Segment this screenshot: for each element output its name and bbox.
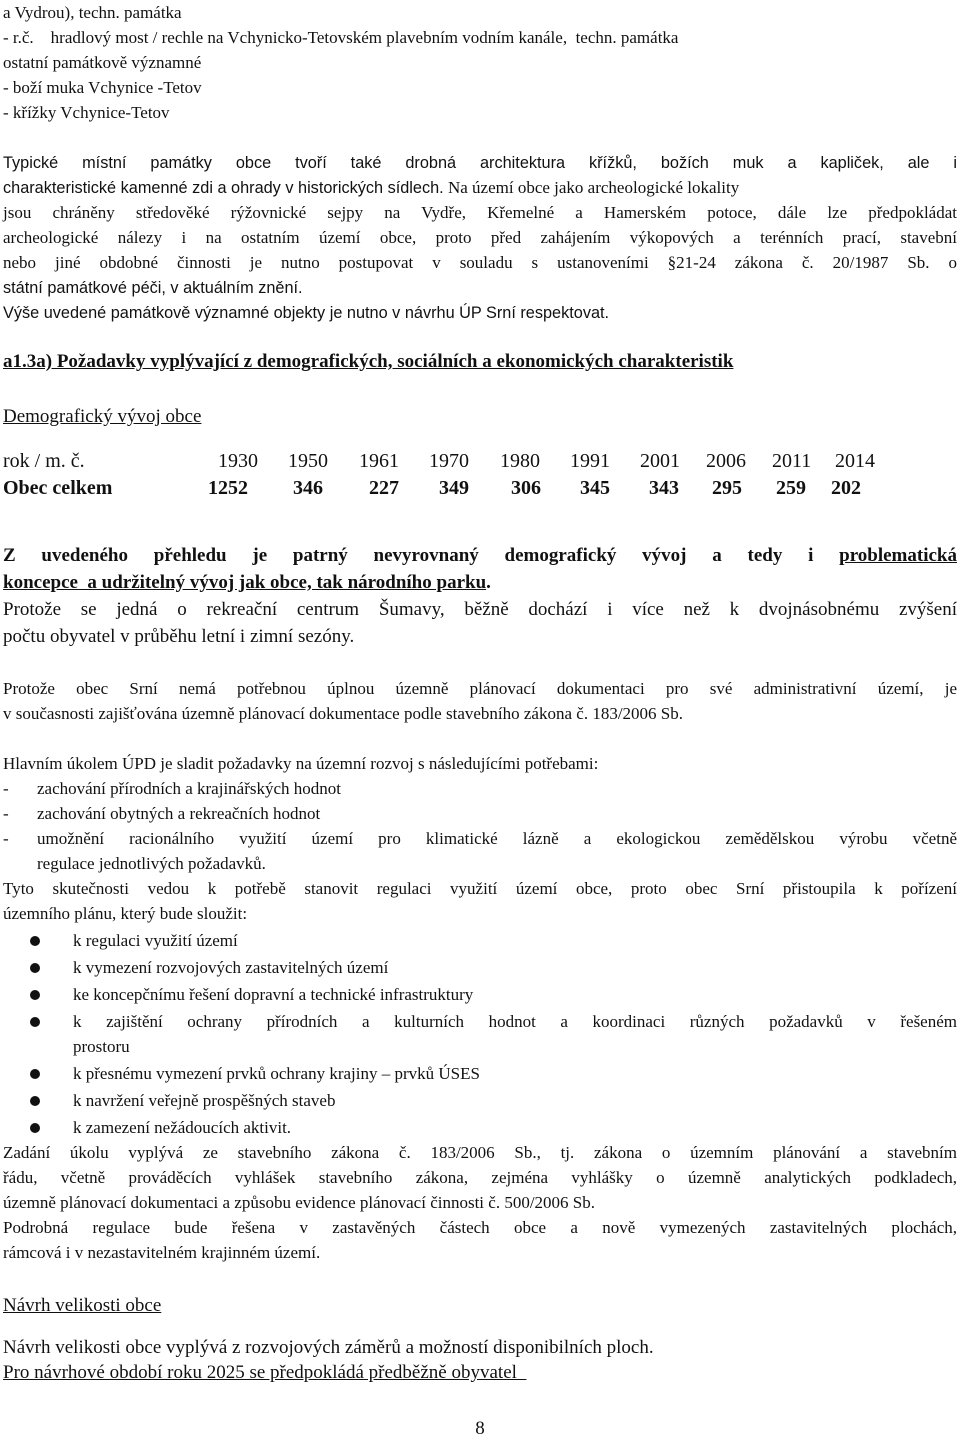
paragraph-line: Výše uvedené památkově významné objekty je nutno v návrhu ÚP Srní respektovat. (3, 304, 610, 322)
bullet-icon (30, 990, 40, 1000)
conclusion-line: Protože se jedná o rekreační centrum Šumavy, běžně dochází i více než k dvojnásobnému zvýšení (3, 599, 957, 620)
year-cell: 1930 (218, 450, 258, 472)
bullet-icon (30, 1069, 40, 1079)
paragraph-line: nebo jiné obdobné činnosti je nutno postupovat v souladu s ustanoveními §21-24 zákona č. 20/1987 Sb. o (3, 253, 957, 272)
row-label: rok / m. č. (3, 450, 85, 472)
population-row (3, 475, 957, 501)
year-cell: 1970 (429, 450, 469, 472)
paragraph-line (3, 176, 957, 200)
population-cell: 349 (439, 477, 469, 499)
paragraph-line: Pro návrhové období roku 2025 se předpokládá předběžně obyvatel (3, 1362, 527, 1383)
conclusion-line (3, 544, 957, 568)
population-cell: 345 (580, 477, 610, 499)
conclusion-line (3, 571, 957, 595)
population-cell: 202 (831, 477, 861, 499)
conclusion-emphasis: problematická (839, 545, 957, 566)
bullet-item: k vymezení rozvojových zastavitelných území (73, 958, 389, 977)
year-cell: 2014 (835, 450, 875, 472)
paragraph-line: archeologické nálezy i na ostatním území obce, proto před zahájením výkopových a terénních prací, stavební (3, 228, 957, 247)
bullet-icon (30, 1096, 40, 1106)
paragraph-line: řádu, včetně prováděcích vyhlášek stavebního zákona, zejména vyhlášky o územně analytických podkladech, (3, 1168, 957, 1187)
bullet-item: k zamezení nežádoucích aktivit. (73, 1118, 292, 1137)
year-cell: 1991 (570, 450, 610, 472)
paragraph-line: rámcová i v nezastavitelném krajinném území. (3, 1243, 321, 1262)
conclusion-fragment: . (486, 572, 491, 593)
paragraph-line: Podrobná regulace bude řešena v zastavěných částech obce a nově vymezených zastavitelných plochách, (3, 1218, 957, 1237)
year-cell: 1950 (288, 450, 328, 472)
paragraph-line: Tyto skutečnosti vedou k potřebě stanovit regulaci využití území obce, proto obec Srní přistoupila k pořízení (3, 879, 957, 898)
row-label: Obec celkem (3, 477, 113, 499)
text-line: ostatní památkově významné (3, 53, 202, 72)
paragraph-line: v současnosti zajišťována územně plánovací dokumentace podle stavebního zákona č. 183/2006 Sb. (3, 704, 683, 723)
paragraph-line: Zadání úkolu vyplývá ze stavebního zákona č. 183/2006 Sb., tj. zákona o územním plánování a stavebním (3, 1143, 957, 1162)
year-cell: 2006 (706, 450, 746, 472)
bullet-icon (30, 936, 40, 946)
bullet-icon (30, 1017, 40, 1027)
conclusion-fragment: Z uvedeného přehledu je patrný nevyrovnaný demografický vývoj a tedy i (3, 545, 840, 566)
population-cell: 1252 (208, 477, 248, 499)
paragraph-line: územně plánovací dokumentaci a způsobu evidence plánovací činnosti č. 500/2006 Sb. (3, 1193, 595, 1212)
paragraph-fragment: charakteristické kamenné zdi a ohrady v historických sídlech. (3, 179, 444, 197)
population-cell: 227 (369, 477, 399, 499)
dash-item-text: zachování přírodních a krajinářských hodnot (37, 779, 342, 798)
paragraph-line: Typické místní památky obce tvoří také drobná architektura křížků, božích muk a kapliček, ale i (3, 154, 957, 172)
subheading: Demografický vývoj obce (3, 406, 202, 427)
subheading: Návrh velikosti obce (3, 1295, 162, 1316)
population-cell: 346 (293, 477, 323, 499)
conclusion-line: počtu obyvatel v průběhu letní i zimní sezóny. (3, 626, 355, 647)
paragraph-line: Hlavním úkolem ÚPD je sladit požadavky na územní rozvoj s následujícími potřebami: (3, 754, 599, 773)
year-cell: 2001 (640, 450, 680, 472)
bullet-item: ke koncepčnímu řešení dopravní a technické infrastruktury (73, 985, 474, 1004)
bullet-item: k navržení veřejně prospěšných staveb (73, 1091, 336, 1110)
dash-item-text: umožnění racionálního využití území pro klimatické lázně a ekologickou zemědělskou výrobu včetně (37, 829, 957, 848)
years-row (3, 448, 957, 474)
paragraph-line: Protože obec Srní nemá potřebnou úplnou územně plánovací dokumentaci pro své administrativní území, je (3, 679, 957, 698)
paragraph-line: státní památkové péči, v aktuálním znění. (3, 279, 303, 297)
document-page: a Vydrou), techn. památka - r.č. hradlový most / rechle na Vchynicko-Tetovském plavebním vodním kanále, techn. památka ostatní památkově významné - boží muka Vchynice -Tetov - křížky Vchynice-Tetov Typické místní památky obce tvoří také drobná architektura křížků, božích muk a kapliček, ale i charakteristické kamenné zdi a ohrady v historických sídlech. Na území obce jako archeologické lokality jsou chráněny středověké rýžovnické sejpy na Vydře, Křemelné a Hamerském potoce, dále lze předpokládat archeologické nálezy i na ostatním území obce, proto před zahájením výkopových a terénních prací, stavební nebo jiné obdobné činnosti je nutno postupovat v souladu s ustanoveními §21-24 zákona č. 20/1987 Sb. o státní památkové péči, v aktuálním znění. Výše uvedené památkově významné objekty je nutno v návrhu ÚP Srní respektovat. a1.3a) Požadavky vyplývající z demografických, sociálních a ekonomických charakteristik Demografický vývoj obce rok / m. č. 1930 1950 1961 1970 1980 1991 2001 2006 2011 2014 Obec celkem 1252 346 227 349 306 345 343 295 259 202 Z uvedeného přehledu je patrný nevyrovnaný demografický vývoj a tedy i problematická koncepce a udržitelný vývoj jak obce, tak národního parku. Protože se jedná o rekreační centrum Šumavy, běžně dochází i více než k dvojnásobnému zvýšení počtu obyvatel v průběhu letní i zimní sezóny. Protože obec Srní nemá potřebnou úplnou územně plánovací dokumentaci pro své administrativní území, je v současnosti zajišťována územně plánovací dokumentace podle stavebního zákona č. 183/2006 Sb. Hlavním úkolem ÚPD je sladit požadavky na územní rozvoj s následujícími potřebami: - zachování přírodních a krajinářských hodnot - zachování obytných a rekreačních hodnot - umožnění racionálního využití území pro klimatické lázně a ekologickou zemědělskou výrobu včetně regulace jednotlivých požadavků. Tyto skutečnosti vedou k potřebě stanovit regulaci využití území obce, proto obec Srní přistoupila k pořízení územního plánu, který bude sloužit: k regulaci využití území k vymezení rozvojových zastavitelných území ke koncepčnímu řešení dopravní a technické infrastruktury k zajištění ochrany přírodních a kulturních hodnot a koordinaci různých požadavků v řešeném prostoru k přesnému vymezení prvků ochrany krajiny – prvků ÚSES k navržení veřejně prospěšných staveb k zamezení nežádoucích aktivit. Zadání úkolu vyplývá ze stavebního zákona č. 183/2006 Sb., tj. zákona o územním plánování a stavebním řádu, včetně prováděcích vyhlášek stavebního zákona, zejména vyhlášky o územně analytických podkladech, územně plánovací dokumentaci a způsobu evidence plánovací činnosti č. 500/2006 Sb. Podrobná regulace bude řešena v zastavěných částech obce a nově vymezených zastavitelných plochách, rámcová i v nezastavitelném krajinném území. Návrh velikosti obce Návrh velikosti obce vyplývá z rozvojových záměrů a možností disponibilních ploch. Pro návrhové období roku 2025 se předpokládá předběžně obyvatel 8 (0, 0, 960, 1440)
bullet-item: k přesnému vymezení prvků ochrany krajiny – prvků ÚSES (73, 1064, 480, 1083)
population-cell: 343 (649, 477, 679, 499)
dash-item-continuation: regulace jednotlivých požadavků. (37, 854, 266, 873)
text-line: - r.č. hradlový most / rechle na Vchynicko-Tetovském plavebním vodním kanále, techn. památka (3, 28, 679, 47)
paragraph-line: jsou chráněny středověké rýžovnické sejpy na Vydře, Křemelné a Hamerském potoce, dále lze předpokládat (3, 203, 957, 222)
text-line: - křížky Vchynice-Tetov (3, 103, 170, 122)
year-cell: 1980 (500, 450, 540, 472)
paragraph-line: územního plánu, který bude sloužit: (3, 904, 248, 923)
population-cell: 259 (776, 477, 806, 499)
text-line: a Vydrou), techn. památka (3, 3, 182, 22)
conclusion-emphasis: koncepce a udržitelný vývoj jak obce, tak národního parku (3, 572, 487, 593)
page-number: 8 (475, 1418, 485, 1439)
bullet-item: k regulaci využití území (73, 931, 238, 950)
paragraph-fragment: Na území obce jako archeologické lokality (443, 178, 740, 197)
population-cell: 295 (712, 477, 742, 499)
section-heading: a1.3a) Požadavky vyplývající z demografických, sociálních a ekonomických charakteristik (3, 351, 734, 372)
year-cell: 1961 (359, 450, 399, 472)
bullet-item-continuation: prostoru (73, 1037, 130, 1056)
text-line: - boží muka Vchynice -Tetov (3, 78, 202, 97)
year-cell: 2011 (772, 450, 812, 472)
bullet-icon (30, 963, 40, 973)
population-cell: 306 (511, 477, 541, 499)
dash-item-text: zachování obytných a rekreačních hodnot (37, 804, 321, 823)
paragraph-line: Návrh velikosti obce vyplývá z rozvojových záměrů a možností disponibilních ploch. (3, 1337, 654, 1358)
bullet-icon (30, 1123, 40, 1133)
bullet-item: k zajištění ochrany přírodních a kulturních hodnot a koordinaci různých požadavků v řešeném (73, 1012, 957, 1031)
